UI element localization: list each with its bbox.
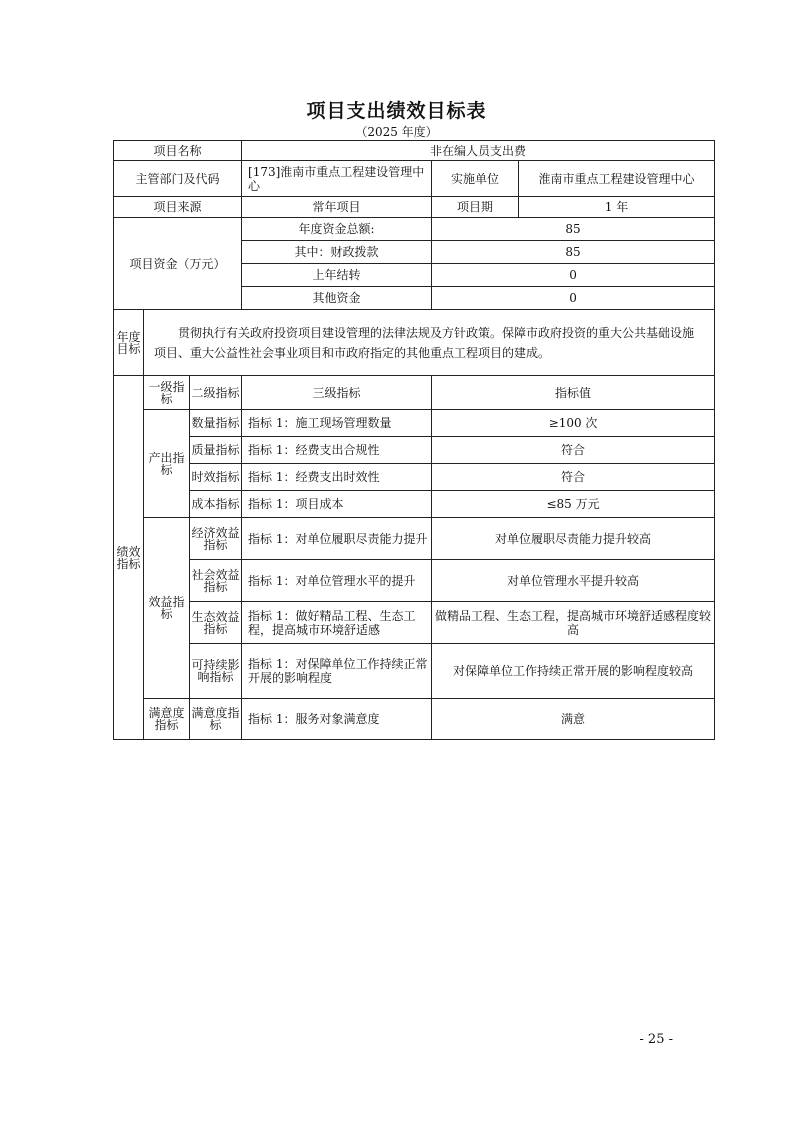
level3-cell: 指标 1：施工现场管理数量 — [242, 410, 432, 437]
project-name-value: 非在编人员支出费 — [242, 141, 715, 161]
header-level1: 一级指标 — [144, 376, 190, 410]
table-row — [114, 491, 715, 518]
level3-cell: 指标 1：项目成本 — [242, 491, 432, 518]
level2-cell: 可持续影响指标 — [190, 644, 242, 699]
level3-cell: 指标 1：服务对象满意度 — [242, 699, 432, 740]
value-cell: 做精品工程、生态工程，提高城市环境舒适感程度较高 — [432, 602, 715, 644]
funds-label: 项目资金（万元） — [114, 218, 242, 310]
page-number: - 25 - — [639, 1032, 673, 1047]
row-source — [114, 197, 715, 218]
level3-cell: 指标 1：对保障单位工作持续正常开展的影响程度 — [242, 644, 432, 699]
fund-row-label: 年度资金总额: — [242, 218, 432, 241]
value-cell: ≥100 次 — [432, 410, 715, 437]
header-level3: 三级指标 — [242, 376, 432, 410]
level3-cell: 指标 1：经费支出合规性 — [242, 437, 432, 464]
implementing-unit-value: 淮南市重点工程建设管理中心 — [519, 161, 715, 197]
level3-cell: 指标 1：对单位管理水平的提升 — [242, 560, 432, 602]
row-fund-total — [114, 218, 715, 241]
fund-row-value: 0 — [432, 287, 715, 310]
row-annual-goal — [114, 310, 715, 376]
level2-cell: 数量指标 — [190, 410, 242, 437]
value-cell: 对保障单位工作持续正常开展的影响程度较高 — [432, 644, 715, 699]
level1-benefit: 效益指标 — [144, 518, 190, 699]
fund-row-value: 85 — [432, 241, 715, 264]
level3-cell: 指标 1：经费支出时效性 — [242, 464, 432, 491]
level3-cell: 指标 1：对单位履职尽责能力提升 — [242, 518, 432, 560]
table-row — [114, 644, 715, 699]
value-cell: 对单位履职尽责能力提升较高 — [432, 518, 715, 560]
implementing-unit-label: 实施单位 — [432, 161, 519, 197]
department-label: 主管部门及代码 — [114, 161, 242, 197]
level2-cell: 生态效益指标 — [190, 602, 242, 644]
header-level2: 二级指标 — [190, 376, 242, 410]
row-department — [114, 161, 715, 197]
fund-row-label: 其中：财政拨款 — [242, 241, 432, 264]
performance-target-table — [113, 140, 715, 740]
document-title: 项目支出绩效目标表 — [306, 100, 487, 122]
table-row — [114, 464, 715, 491]
project-source-value: 常年项目 — [242, 197, 432, 218]
level2-cell: 时效指标 — [190, 464, 242, 491]
row-project-name — [114, 141, 715, 161]
value-cell: 对单位管理水平提升较高 — [432, 560, 715, 602]
row-indicator-header — [114, 376, 715, 410]
level2-cell: 满意度指标 — [190, 699, 242, 740]
table-row — [114, 699, 715, 740]
value-cell: 满意 — [432, 699, 715, 740]
level2-cell: 经济效益指标 — [190, 518, 242, 560]
annual-goal-label: 年度目标 — [114, 310, 144, 376]
performance-indicator-label: 绩效指标 — [114, 376, 144, 740]
fund-row-label: 上年结转 — [242, 264, 432, 287]
document-subtitle: （2025 年度） — [355, 125, 438, 139]
table-row — [114, 518, 715, 560]
level1-output: 产出指标 — [144, 410, 190, 518]
value-cell: 符合 — [432, 437, 715, 464]
header-value: 指标值 — [432, 376, 715, 410]
table-row — [114, 437, 715, 464]
department-value: [173]淮南市重点工程建设管理中心 — [242, 161, 432, 197]
project-name-label: 项目名称 — [114, 141, 242, 161]
level3-cell: 指标 1：做好精品工程、生态工程，提高城市环境舒适感 — [242, 602, 432, 644]
table-row — [114, 410, 715, 437]
table-row — [114, 602, 715, 644]
project-source-label: 项目来源 — [114, 197, 242, 218]
fund-row-value: 0 — [432, 264, 715, 287]
project-period-value: 1 年 — [519, 197, 715, 218]
fund-row-label: 其他资金 — [242, 287, 432, 310]
fund-row-value: 85 — [432, 218, 715, 241]
level2-cell: 社会效益指标 — [190, 560, 242, 602]
level2-cell: 质量指标 — [190, 437, 242, 464]
project-period-label: 项目期 — [432, 197, 519, 218]
value-cell: ≤85 万元 — [432, 491, 715, 518]
table-row — [114, 560, 715, 602]
level1-satisfaction: 满意度指标 — [144, 699, 190, 740]
value-cell: 符合 — [432, 464, 715, 491]
level2-cell: 成本指标 — [190, 491, 242, 518]
annual-goal-text: 贯彻执行有关政府投资项目建设管理的法律法规及方针政策。保障市政府投资的重大公共基础设施项目、重大公益性社会事业项目和市政府指定的其他重点工程项目的建成。 — [144, 310, 715, 376]
